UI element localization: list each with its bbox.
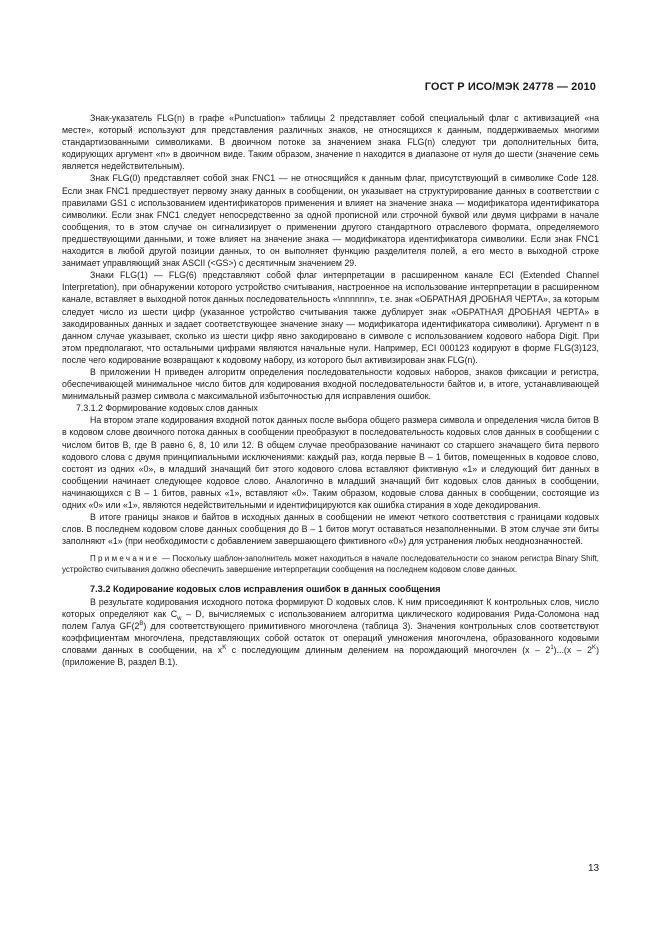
body-text xyxy=(62,112,599,668)
note-label: Примечание xyxy=(90,554,160,564)
page-number: 13 xyxy=(588,863,600,874)
note-text: — Поскольку шаблон-заполнитель может находиться в начале последовательности со знаком регистра Binary Shift, устройство считывания должно обеспечить завершение интерпретации сообщения на последнем кодовом слове данных. xyxy=(62,554,599,575)
paragraph-second-stage: На втором этапе кодирования входной поток данных после выбора общего размера символа и определения числа битов В в кодовом слове двоичного потока данных в сообщении преобразуют в последовательность кодовых слов данных в сообщении с числом битов В, где В равно 6, 8, 10 или 12. В общем случае преобразование начинают со старшего значащего бита первого кодового слова с двумя принципиальными исключениями: каждый раз, когда первые В – 1 битов, помещенных в кодовое слово, состоят из одних «0», в младший значащий бит этого кодового слова вставляют фиктивную «1» и следующий бит данных в сообщении начинает следующее кодовое слово. Аналогично в младший значащий бит кодовых слов данных в сообщении, начинающихся с В – 1 битов, равных «1», вставляют «0». Таким образом, кодовые слова данных в сообщении, состоящие из одних «0» или «1», являются недействительными и идентифицируются как ошибка стирания в ходе декодирования. xyxy=(62,415,599,510)
paragraph-error-correction: В результате кодирования исходного потока формируют D кодовых слов. К ним присоединяют К контрольных слов, число которых определяют как $C_w$ – D, вычисляемых с использованием алгоритма циклического кодирования Рида-Соломона над полем Галуа $GF(2^B)$ для соответствующего примитивного многочлена (таблица 3). Значения контрольных слов соответствуют коэффициентам многочлена, представляющих собой остаток от операций умножения многочлена, образованного кодовыми словами данных в сообщении, на $x^K$ с последующим длинным делением на порождающий многочлен $(x - 2^1)...(x - 2^K)$ (приложение В, раздел В.1). xyxy=(62,596,600,668)
paragraph-flg-1-6: Знаки FLG(1) — FLG(6) представляют собой флаг интерпретации в расширенном канале ECI (Extended Channel Interpretation), при обнаружении которого устройство считывания, настроенное на использование интерпретации в расширенном канале, вставляет в выходной поток данных последовательность «\nnnnnn», т.е. знак «ОБРАТНАЯ ДРОБНАЯ ЧЕРТА», за которым следует число из шести цифр (указанное устройство считывания также дублирует знак «ОБРАТНАЯ ДРОБНАЯ ЧЕРТА» в закодированных данных и задает соответствующее значение знаку — модификатора идентификатора символики). Аргумент n в данном случае указывает, сколько из шести цифр явно закодировано в символе с использованием кодового набора Digit. При этом предполагают, что остальными цифрами являются начальные нули. Например, ECI 000123 кодируют в форме FLG(3)123, после чего кодирование возвращают к кодовому набору, из которого был активизирован знак FLG(n). xyxy=(62,270,599,365)
paragraph-flg-n: Знак-указатель FLG(n) в графе «Punctuation» таблицы 2 представляет собой специальный флаг с активизацией «на месте», который используют для представления различных знаков, не относящихся к данным, поддерживаемых многими стандартизованными символиками. В двоичном потоке за значением знака FLG(n) следуют три дополнительных бита, кодирующих аргумент «n» в двоичном виде. Таким образом, значение n находится в диапазоне от нуля до шести (значение семь является недействительным). xyxy=(62,113,599,172)
page-header: ГОСТ Р ИСО/МЭК 24778 — 2010 xyxy=(424,81,596,93)
note xyxy=(62,553,599,575)
paragraph-boundaries: В итоге границы знаков и байтов в исходных данных в сообщении не имеют четкого соответствия с границами кодовых слов. В последнем кодовом слове данных сообщения до В – 1 битов могут оставаться незаполненными. В этом случае эти биты заполняют «1» (при необходимости с добавлением завершающего фиктивного «0») для устранения любых неоднозначностей. xyxy=(62,512,599,547)
paragraph-flg-0: Знак FLG(0) представляет собой знак FNC1 — не относящийся к данным флаг, присутствующий в символике Code 128. Если знак FNC1 предшествует первому знаку данных в сообщении, он указывает на структурирование данных в соответствии с правилами GS1 с использованием идентификаторов применения и влияет на значение знака — модификатора идентификатора символики. Если знак FNC1 следует непосредственно за одной прописной или строчной буквой или двумя цифрами в начале сообщения, то в этом случае он сигнализирует о применении другого стандартного отраслевого формата, определяемого предшествующими данными, и тоже влияет на значение знака — модификатора идентификатора символики. Если знак FNC1 находится в любой другой позиции данных, то он выполняет функцию разделителя полей, а его место в выходной строке занимает управляющий знак ASCII (<GS>) с десятичным значением 29. xyxy=(62,173,599,269)
section-heading: 7.3.2 Кодирование кодовых слов исправления ошибок в данных сообщения xyxy=(90,584,441,595)
paragraph-appendix-h: В приложении Н приведен алгоритм определения последовательности кодовых наборов, знаков фиксации и регистра, обеспечивающей минимальное число битов для кодирования входной последовательности байтов и, в итоге, устанавливающей минимальный размер символа с максимальной избыточностью для исправления ошибок. xyxy=(62,366,599,402)
subsection-heading: 7.3.1.2 Формирование кодовых слов данных xyxy=(76,403,258,414)
